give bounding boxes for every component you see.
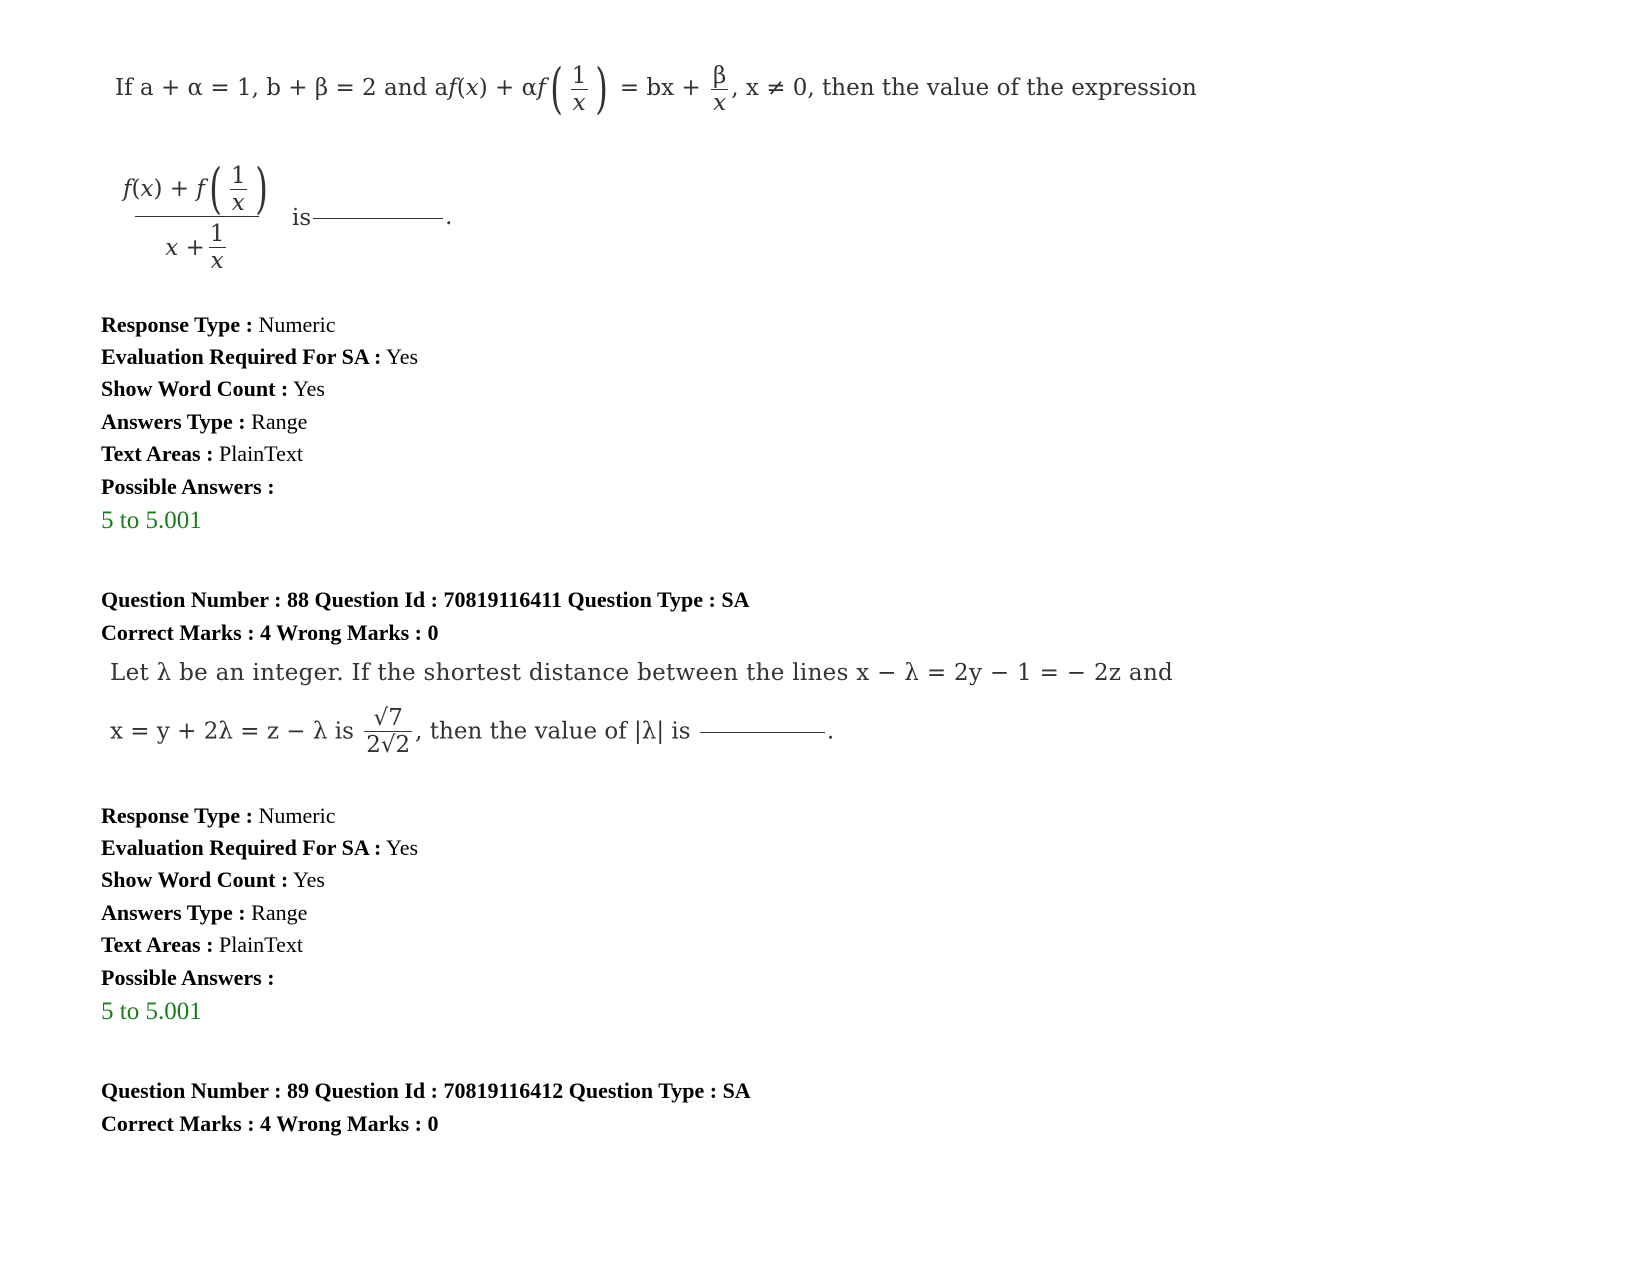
func-f: f — [123, 176, 132, 202]
denominator — [364, 731, 412, 758]
den-coef: 2 — [366, 732, 381, 758]
denominator: x — [572, 89, 586, 116]
stem-text: , then the value of |λ| is — [415, 718, 691, 745]
paren-open: ( — [209, 157, 222, 220]
meta-text-areas — [101, 441, 418, 467]
coef-a: a — [434, 75, 449, 101]
meta-label: Evaluation Required For SA : — [101, 835, 382, 860]
text: and — [383, 75, 428, 101]
meta-value: Yes — [386, 344, 419, 369]
numerator: β — [713, 62, 727, 89]
den-root: √2 — [380, 732, 411, 758]
meta-answers-type — [101, 900, 418, 926]
meta-value: Range — [251, 409, 308, 434]
numerator: 1 — [209, 221, 225, 247]
text: If — [115, 75, 133, 101]
term-bx: bx + — [646, 75, 701, 101]
question-marks-text: Correct Marks : 4 Wrong Marks : 0 — [101, 1111, 439, 1136]
numerator: √7 — [373, 705, 403, 731]
question-header-text: Question Number : 88 Question Id : 70819116411 Question Type : SA — [101, 587, 750, 612]
meta-label: Response Type : — [101, 312, 253, 337]
meta-label: Text Areas : — [101, 441, 214, 466]
meta-evaluation-required — [101, 344, 418, 370]
q87-stem-line1: If a + α = 1, b + β = 2 and af(x) + αf( $\frac{1}{x}$ ) = bx + $\frac{\beta}{x}$ , x ≠ 0, then the value of the expression — [115, 57, 1197, 120]
alpha-symbol: α — [521, 75, 538, 101]
meta-label: Response Type : — [101, 803, 253, 828]
q88-meta — [101, 803, 418, 1027]
question-header — [101, 587, 749, 613]
meta-show-word-count — [101, 867, 418, 893]
q87-expression — [118, 157, 453, 274]
meta-value: Numeric — [258, 312, 336, 337]
numerator: 1 — [571, 62, 587, 89]
paren-open: ( — [549, 57, 563, 120]
meta-value: Yes — [386, 835, 419, 860]
var-x: x — [165, 234, 179, 261]
meta-label: Show Word Count : — [101, 376, 289, 401]
denominator: x — [210, 248, 224, 274]
period: . — [826, 718, 835, 745]
expression-denominator — [135, 216, 259, 274]
meta-value: PlainText — [218, 441, 303, 466]
condition-2: b + β = 2 — [266, 75, 377, 101]
plus-sign: + — [185, 234, 205, 261]
meta-label: Evaluation Required For SA : — [101, 344, 382, 369]
fraction-1-over-x — [570, 63, 589, 116]
fraction-beta-over-x — [711, 63, 728, 116]
paren-close: ) — [595, 57, 609, 120]
plus-sign: + — [495, 75, 515, 101]
expression-numerator: f ( x ) + f ( $\frac{1}{x}$ ) — [123, 157, 268, 220]
question-marks-text: Correct Marks : 4 Wrong Marks : 0 — [101, 620, 439, 645]
question-marks — [101, 620, 749, 646]
fraction-1-over-x — [229, 163, 248, 216]
numerator: 1 — [230, 162, 246, 189]
equals-sign: = — [619, 75, 640, 101]
answer-blank — [313, 217, 443, 219]
meta-label: Text Areas : — [101, 932, 214, 957]
q88-header-block — [101, 587, 749, 646]
q89-header-block — [101, 1078, 751, 1137]
q88-stem-line2 — [110, 705, 834, 758]
question-header-text: Question Number : 89 Question Id : 70819116412 Question Type : SA — [101, 1078, 751, 1103]
meta-value: Yes — [292, 867, 325, 892]
func-f: f — [196, 176, 205, 202]
paren-close: ) — [254, 157, 268, 220]
q87-meta — [101, 312, 418, 536]
meta-label: Answers Type : — [101, 900, 246, 925]
possible-answer-value: 5 to 5.001 — [101, 507, 202, 534]
meta-answers-type — [101, 409, 418, 435]
q88-stem-line1: Let λ be an integer. If the shortest distance between the lines x − λ = 2y − 1 = − 2z and — [110, 660, 1174, 686]
meta-response-type — [101, 312, 418, 338]
meta-response-type — [101, 803, 418, 829]
var-x: x — [465, 75, 479, 101]
meta-show-word-count — [101, 376, 418, 402]
fraction-1-over-x — [208, 221, 227, 274]
meta-value: Numeric — [258, 803, 336, 828]
expression-fraction — [121, 157, 274, 274]
meta-text-areas — [101, 932, 418, 958]
meta-value: PlainText — [218, 932, 303, 957]
stem-text: x = y + 2λ = z − λ is — [110, 718, 354, 745]
meta-possible-answers — [101, 474, 418, 500]
func-f: f — [537, 75, 546, 101]
denominator: x — [713, 89, 727, 116]
meta-evaluation-required — [101, 835, 418, 861]
meta-label: Possible Answers : — [101, 474, 275, 499]
condition-1: a + α = 1, — [139, 75, 259, 101]
text-is: is — [292, 205, 312, 231]
meta-value: Range — [251, 900, 308, 925]
var-x: x — [140, 176, 154, 202]
meta-possible-answers — [101, 965, 418, 991]
meta-label: Answers Type : — [101, 409, 246, 434]
period: . — [445, 204, 453, 230]
possible-answer-value: 5 to 5.001 — [101, 998, 202, 1025]
meta-value: Yes — [292, 376, 325, 401]
denominator: x — [231, 189, 245, 216]
answer-blank — [700, 731, 825, 733]
fraction-sqrt7-over-2sqrt2 — [364, 705, 412, 758]
func-f: f — [448, 75, 457, 101]
question-marks — [101, 1111, 751, 1137]
question-header — [101, 1078, 751, 1104]
plus-sign: + — [169, 176, 190, 202]
stem-tail: , x ≠ 0, then the value of the expression — [731, 75, 1197, 101]
meta-label: Show Word Count : — [101, 867, 289, 892]
meta-label: Possible Answers : — [101, 965, 275, 990]
